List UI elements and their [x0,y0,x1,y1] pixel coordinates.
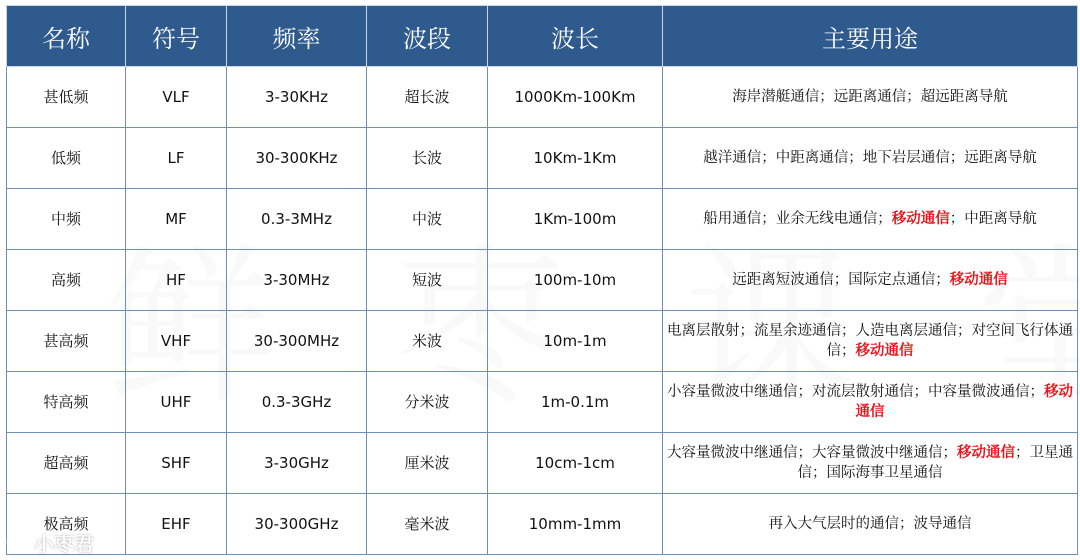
cell-name: 极高频 [7,494,126,555]
cell-frequency: 30-300KHz [227,128,367,189]
uses-text: ；中距离导航 [949,211,1037,227]
cell-frequency: 0.3-3GHz [227,372,367,433]
uses-text: 小容量微波中继通信；对流层散射通信；中容量微波通信； [667,384,1044,400]
cell-name: 超高频 [7,433,126,494]
cell-band: 毫米波 [367,494,488,555]
cell-symbol: SHF [126,433,227,494]
cell-uses [663,433,1078,494]
brand-label: 小枣君 [34,531,94,556]
cell-frequency: 3-30KHz [227,67,367,128]
uses-highlight: 移动通信 [957,445,1015,461]
cell-frequency: 3-30GHz [227,433,367,494]
table-row [7,372,1078,433]
cell-band: 厘米波 [367,433,488,494]
cell-wavelength: 10m-1m [488,311,663,372]
cell-wavelength: 100m-10m [488,250,663,311]
cell-symbol: EHF [126,494,227,555]
cell-uses [663,494,1078,555]
cell-frequency: 30-300GHz [227,494,367,555]
uses-highlight: 移动通信 [891,211,950,227]
cell-uses [663,311,1078,372]
uses-text: 海岸潜艇通信；远距离通信；超远距离导航 [732,89,1008,105]
cell-frequency: 0.3-3MHz [227,189,367,250]
cell-band: 中波 [367,189,488,250]
cell-symbol: HF [126,250,227,311]
header-uses: 主要用途 [663,6,1078,67]
uses-highlight: 移动通信 [949,272,1008,288]
cell-uses [663,250,1078,311]
cell-band: 长波 [367,128,488,189]
table-row [7,250,1078,311]
uses-text: 电离层散射；流星余迹通信；人造电离层通信；对空间飞行体通信； [667,323,1073,359]
table-row [7,494,1078,555]
uses-text: 越洋通信；中距离通信；地下岩层通信；远距离导航 [703,150,1037,166]
cell-wavelength: 1Km-100m [488,189,663,250]
table-row [7,311,1078,372]
table-row [7,67,1078,128]
cell-wavelength: 1000Km-100Km [488,67,663,128]
brand-watermark [4,528,94,556]
cell-name: 甚高频 [7,311,126,372]
cell-uses [663,189,1078,250]
cell-name: 高频 [7,250,126,311]
cell-wavelength: 10mm-1mm [488,494,663,555]
table-row [7,128,1078,189]
cell-name: 低频 [7,128,126,189]
table-body [7,67,1078,555]
header-frequency: 频率 [227,6,367,67]
cell-name: 中频 [7,189,126,250]
uses-text: 船用通信；业余无线电通信； [703,211,892,227]
cell-wavelength: 10Km-1Km [488,128,663,189]
cell-band: 超长波 [367,67,488,128]
cell-band: 米波 [367,311,488,372]
cell-symbol: LF [126,128,227,189]
uses-highlight: 移动通信 [855,343,914,359]
cell-uses [663,67,1078,128]
table-row [7,433,1078,494]
frequency-band-table [6,5,1078,555]
cell-symbol: MF [126,189,227,250]
header-row [7,6,1078,67]
header-symbol: 符号 [126,6,227,67]
header-wavelength: 波长 [488,6,663,67]
cell-wavelength: 1m-0.1m [488,372,663,433]
cell-name: 特高频 [7,372,126,433]
uses-text: 远距离短波通信；国际定点通信； [732,272,950,288]
cell-band: 短波 [367,250,488,311]
brand-logo-icon [4,530,30,554]
cell-uses [663,372,1078,433]
cell-symbol: VLF [126,67,227,128]
uses-text: 再入大气层时的通信；波导通信 [768,516,972,532]
cell-frequency: 3-30MHz [227,250,367,311]
cell-name: 甚低频 [7,67,126,128]
cell-symbol: VHF [126,311,227,372]
cell-symbol: UHF [126,372,227,433]
header-band: 波段 [367,6,488,67]
uses-text: ；卫星通信；国际海事卫星通信 [797,445,1073,481]
cell-frequency: 30-300MHz [227,311,367,372]
cell-wavelength: 10cm-1cm [488,433,663,494]
cell-band: 分米波 [367,372,488,433]
cell-uses [663,128,1078,189]
table-row [7,189,1078,250]
uses-text: 大容量微波中继通信；大容量微波中继通信； [667,445,957,461]
uses-highlight: 移动通信 [855,384,1073,420]
header-name: 名称 [7,6,126,67]
